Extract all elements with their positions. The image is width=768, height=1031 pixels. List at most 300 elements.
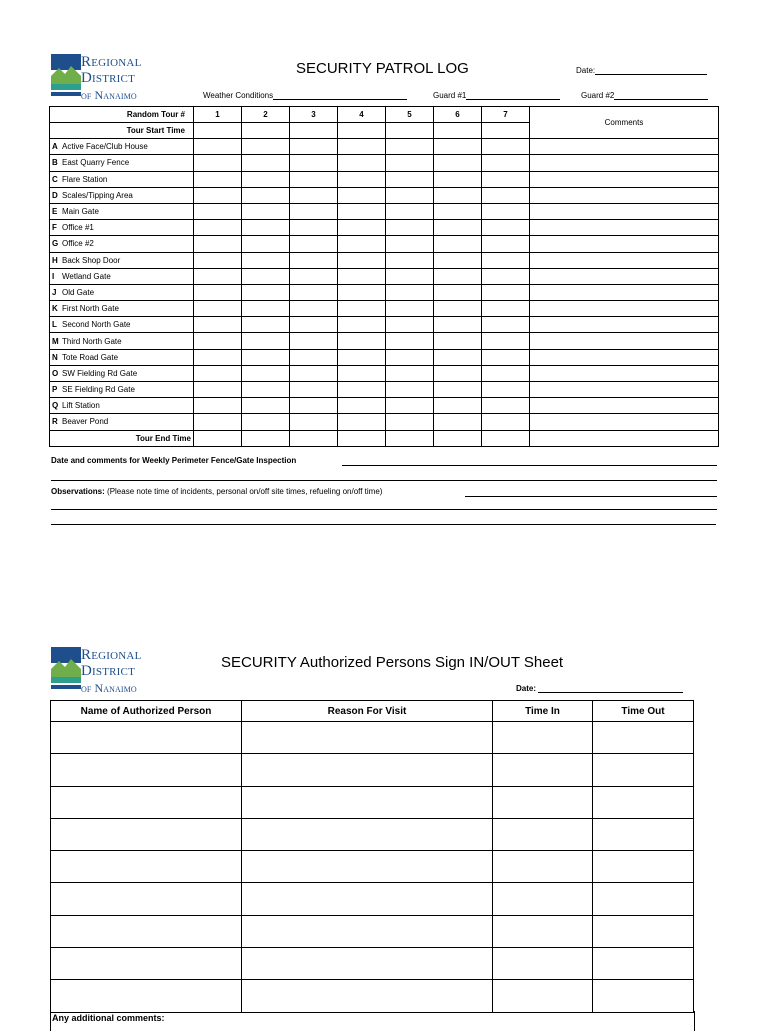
check-cell[interactable]	[290, 414, 338, 430]
patrol-log-table	[49, 106, 719, 447]
location-letter: B	[52, 158, 58, 168]
check-cell[interactable]	[482, 284, 530, 300]
check-cell[interactable]	[290, 333, 338, 349]
location-name: Active Face/Club House	[62, 142, 148, 152]
comment-cell[interactable]	[530, 220, 719, 236]
tour-start-cell[interactable]	[482, 123, 530, 139]
check-cell[interactable]	[482, 203, 530, 219]
check-cell[interactable]	[290, 236, 338, 252]
reason-cell[interactable]	[242, 754, 493, 786]
check-cell[interactable]	[386, 301, 434, 317]
location-name: Tote Road Gate	[62, 352, 119, 362]
comment-cell[interactable]	[530, 252, 719, 268]
check-cell[interactable]	[482, 187, 530, 203]
comment-cell[interactable]	[530, 382, 719, 398]
check-cell[interactable]	[338, 398, 386, 414]
signin-row	[51, 980, 694, 1012]
col-time-in-header: Time In	[493, 701, 593, 722]
name-cell[interactable]	[51, 786, 242, 818]
random-tour-label: Random Tour #	[50, 107, 194, 123]
location-row	[50, 171, 719, 187]
check-cell[interactable]	[194, 333, 242, 349]
check-cell[interactable]	[482, 382, 530, 398]
check-cell[interactable]	[290, 171, 338, 187]
check-cell[interactable]	[194, 236, 242, 252]
check-cell[interactable]	[386, 220, 434, 236]
patrol-date-field[interactable]	[576, 66, 707, 75]
check-cell[interactable]	[386, 349, 434, 365]
tour-end-cell[interactable]	[482, 430, 530, 446]
name-cell[interactable]	[51, 980, 242, 1012]
weekly-inspection-label: Date and comments for Weekly Perimeter Fence/Gate Inspection	[51, 456, 297, 465]
check-cell[interactable]	[338, 155, 386, 171]
tour-start-label: Tour Start Time	[50, 123, 194, 139]
check-cell[interactable]	[434, 155, 482, 171]
check-cell[interactable]	[434, 382, 482, 398]
check-cell[interactable]	[434, 349, 482, 365]
check-cell[interactable]	[386, 187, 434, 203]
check-cell[interactable]	[242, 317, 290, 333]
location-name: Beaver Pond	[62, 417, 109, 427]
location-name: Lift Station	[62, 401, 100, 411]
time-out-cell[interactable]	[593, 722, 694, 754]
signin-header-row	[51, 701, 694, 722]
location-label	[50, 171, 194, 187]
signin-row	[51, 754, 694, 786]
check-cell[interactable]	[482, 268, 530, 284]
location-row	[50, 155, 719, 171]
comments-header: Comments	[530, 107, 719, 139]
tour-end-cell[interactable]	[434, 430, 482, 446]
location-name: SW Fielding Rd Gate	[62, 368, 138, 378]
location-row	[50, 187, 719, 203]
check-cell[interactable]	[386, 236, 434, 252]
check-cell[interactable]	[194, 349, 242, 365]
rdn-logo-2	[51, 647, 161, 699]
check-cell[interactable]	[386, 398, 434, 414]
location-label	[50, 382, 194, 398]
check-cell[interactable]	[434, 139, 482, 155]
check-cell[interactable]	[386, 171, 434, 187]
col-reason-header: Reason For Visit	[242, 701, 493, 722]
check-cell[interactable]	[482, 220, 530, 236]
name-cell[interactable]	[51, 915, 242, 947]
location-row	[50, 398, 719, 414]
signin-row	[51, 883, 694, 915]
location-letter: Q	[52, 401, 59, 411]
tour-end-cell[interactable]	[290, 430, 338, 446]
location-row	[50, 139, 719, 155]
location-letter: H	[52, 255, 58, 265]
check-cell[interactable]	[338, 252, 386, 268]
comment-cell[interactable]	[530, 333, 719, 349]
signin-row	[51, 948, 694, 980]
location-name: Main Gate	[62, 207, 99, 217]
check-cell[interactable]	[338, 365, 386, 381]
comment-cell[interactable]	[530, 284, 719, 300]
check-cell[interactable]	[242, 284, 290, 300]
location-name: Office #2	[62, 239, 94, 249]
reason-cell[interactable]	[242, 915, 493, 947]
check-cell[interactable]	[242, 365, 290, 381]
location-row	[50, 203, 719, 219]
observations-field	[51, 487, 382, 496]
location-name: First North Gate	[62, 304, 119, 314]
location-letter: K	[52, 304, 58, 314]
check-cell[interactable]	[386, 252, 434, 268]
guard1-field[interactable]	[433, 91, 560, 100]
check-cell[interactable]	[242, 203, 290, 219]
comment-cell[interactable]	[530, 139, 719, 155]
rdn-logo-mark-2	[51, 647, 81, 693]
tour-number-header: 2	[242, 107, 290, 123]
name-cell[interactable]	[51, 851, 242, 883]
location-letter: C	[52, 174, 58, 184]
location-letter: O	[52, 368, 59, 378]
check-cell[interactable]	[482, 365, 530, 381]
location-label	[50, 349, 194, 365]
check-cell[interactable]	[338, 139, 386, 155]
signin-date-label: Date:	[516, 684, 537, 693]
check-cell[interactable]	[386, 268, 434, 284]
check-cell[interactable]	[338, 382, 386, 398]
name-cell[interactable]	[51, 818, 242, 850]
check-cell[interactable]	[386, 365, 434, 381]
check-cell[interactable]	[242, 398, 290, 414]
check-cell[interactable]	[290, 203, 338, 219]
location-letter: G	[52, 239, 59, 249]
time-in-cell[interactable]	[493, 915, 593, 947]
name-cell[interactable]	[51, 722, 242, 754]
time-in-cell[interactable]	[493, 818, 593, 850]
check-cell[interactable]	[482, 301, 530, 317]
check-cell[interactable]	[242, 414, 290, 430]
observations-line-3[interactable]	[51, 524, 716, 525]
signin-row	[51, 722, 694, 754]
location-row	[50, 284, 719, 300]
comment-cell[interactable]	[530, 430, 719, 446]
observations-line-2[interactable]	[51, 509, 717, 510]
logo-line-nanaimo: of Nanaimo	[81, 88, 137, 102]
check-cell[interactable]	[290, 284, 338, 300]
check-cell[interactable]	[386, 203, 434, 219]
check-cell[interactable]	[242, 349, 290, 365]
check-cell[interactable]	[194, 317, 242, 333]
tour-start-cell[interactable]	[194, 123, 242, 139]
comment-cell[interactable]	[530, 236, 719, 252]
location-label	[50, 398, 194, 414]
location-letter: M	[52, 336, 59, 346]
rdn-logo-mark	[51, 54, 81, 100]
check-cell[interactable]	[434, 333, 482, 349]
check-cell[interactable]	[242, 171, 290, 187]
location-name: Second North Gate	[62, 320, 131, 330]
check-cell[interactable]	[194, 220, 242, 236]
time-in-cell[interactable]	[493, 754, 593, 786]
check-cell[interactable]	[338, 220, 386, 236]
check-cell[interactable]	[434, 220, 482, 236]
comment-cell[interactable]	[530, 317, 719, 333]
comment-cell[interactable]	[530, 187, 719, 203]
check-cell[interactable]	[194, 398, 242, 414]
comment-cell[interactable]	[530, 171, 719, 187]
check-cell[interactable]	[242, 139, 290, 155]
check-cell[interactable]	[290, 155, 338, 171]
tour-start-cell[interactable]	[434, 123, 482, 139]
check-cell[interactable]	[482, 333, 530, 349]
time-in-cell[interactable]	[493, 786, 593, 818]
check-cell[interactable]	[386, 139, 434, 155]
time-out-cell[interactable]	[593, 915, 694, 947]
check-cell[interactable]	[242, 333, 290, 349]
location-label	[50, 139, 194, 155]
check-cell[interactable]	[194, 203, 242, 219]
time-in-cell[interactable]	[493, 980, 593, 1012]
check-cell[interactable]	[482, 252, 530, 268]
guard1-label: Guard #1	[433, 91, 467, 100]
time-out-cell[interactable]	[593, 883, 694, 915]
comment-cell[interactable]	[530, 349, 719, 365]
check-cell[interactable]	[434, 236, 482, 252]
time-in-cell[interactable]	[493, 722, 593, 754]
location-row	[50, 365, 719, 381]
check-cell[interactable]	[338, 187, 386, 203]
reason-cell[interactable]	[242, 786, 493, 818]
check-cell[interactable]	[338, 317, 386, 333]
check-cell[interactable]	[194, 365, 242, 381]
location-row	[50, 220, 719, 236]
check-cell[interactable]	[194, 301, 242, 317]
tour-number-header: 5	[386, 107, 434, 123]
tour-start-cell[interactable]	[338, 123, 386, 139]
tour-end-cell[interactable]	[194, 430, 242, 446]
signin-row	[51, 915, 694, 947]
signin-row	[51, 851, 694, 883]
check-cell[interactable]	[434, 187, 482, 203]
check-cell[interactable]	[482, 155, 530, 171]
time-out-cell[interactable]	[593, 851, 694, 883]
reason-cell[interactable]	[242, 883, 493, 915]
check-cell[interactable]	[194, 284, 242, 300]
check-cell[interactable]	[482, 349, 530, 365]
check-cell[interactable]	[194, 155, 242, 171]
additional-comments-box[interactable]	[50, 1011, 695, 1031]
weekly-inspection-line-2[interactable]	[51, 480, 717, 481]
check-cell[interactable]	[194, 187, 242, 203]
check-cell[interactable]	[434, 203, 482, 219]
check-cell[interactable]	[290, 382, 338, 398]
check-cell[interactable]	[194, 382, 242, 398]
location-name: Scales/Tipping Area	[62, 190, 133, 200]
comment-cell[interactable]	[530, 301, 719, 317]
check-cell[interactable]	[242, 268, 290, 284]
reason-cell[interactable]	[242, 980, 493, 1012]
check-cell[interactable]	[434, 301, 482, 317]
location-letter: P	[52, 385, 58, 395]
check-cell[interactable]	[242, 187, 290, 203]
col-time-out-header: Time Out	[593, 701, 694, 722]
logo-line-district: District	[81, 70, 135, 86]
check-cell[interactable]	[338, 349, 386, 365]
check-cell[interactable]	[434, 171, 482, 187]
location-row	[50, 349, 719, 365]
check-cell[interactable]	[242, 252, 290, 268]
location-name: Third North Gate	[62, 336, 122, 346]
rdn-logo	[51, 54, 161, 106]
weather-conditions-field[interactable]	[203, 91, 407, 100]
check-cell[interactable]	[290, 252, 338, 268]
check-cell[interactable]	[482, 139, 530, 155]
check-cell[interactable]	[434, 398, 482, 414]
tour-number-header: 4	[338, 107, 386, 123]
time-in-cell[interactable]	[493, 948, 593, 980]
patrol-log-title: SECURITY PATROL LOG	[296, 60, 469, 77]
col-name-header: Name of Authorized Person	[51, 701, 242, 722]
name-cell[interactable]	[51, 948, 242, 980]
check-cell[interactable]	[386, 382, 434, 398]
tour-end-cell[interactable]	[338, 430, 386, 446]
location-label	[50, 252, 194, 268]
location-row	[50, 382, 719, 398]
check-cell[interactable]	[194, 252, 242, 268]
time-out-cell[interactable]	[593, 948, 694, 980]
check-cell[interactable]	[194, 414, 242, 430]
check-cell[interactable]	[338, 333, 386, 349]
check-cell[interactable]	[482, 317, 530, 333]
check-cell[interactable]	[290, 268, 338, 284]
reason-cell[interactable]	[242, 948, 493, 980]
check-cell[interactable]	[482, 414, 530, 430]
tour-number-header: 6	[434, 107, 482, 123]
check-cell[interactable]	[290, 398, 338, 414]
patrol-header-row	[50, 107, 719, 123]
location-row	[50, 236, 719, 252]
check-cell[interactable]	[338, 284, 386, 300]
time-in-cell[interactable]	[493, 851, 593, 883]
check-cell[interactable]	[434, 414, 482, 430]
check-cell[interactable]	[338, 171, 386, 187]
check-cell[interactable]	[386, 155, 434, 171]
check-cell[interactable]	[386, 317, 434, 333]
location-name: Old Gate	[62, 287, 95, 297]
check-cell[interactable]	[434, 317, 482, 333]
check-cell[interactable]	[290, 317, 338, 333]
check-cell[interactable]	[386, 333, 434, 349]
tour-end-cell[interactable]	[242, 430, 290, 446]
location-letter: R	[52, 417, 58, 427]
comment-cell[interactable]	[530, 155, 719, 171]
check-cell[interactable]	[434, 252, 482, 268]
comment-cell[interactable]	[530, 398, 719, 414]
tour-end-row	[50, 430, 719, 446]
location-label	[50, 220, 194, 236]
tour-start-cell[interactable]	[290, 123, 338, 139]
check-cell[interactable]	[482, 171, 530, 187]
check-cell[interactable]	[290, 220, 338, 236]
signin-table	[50, 700, 694, 1013]
check-cell[interactable]	[290, 349, 338, 365]
signin-row	[51, 786, 694, 818]
time-out-cell[interactable]	[593, 786, 694, 818]
check-cell[interactable]	[386, 284, 434, 300]
logo-line-regional: Regional	[81, 54, 142, 70]
location-letter: A	[52, 142, 58, 152]
check-cell[interactable]	[338, 236, 386, 252]
location-label	[50, 268, 194, 284]
check-cell[interactable]	[242, 220, 290, 236]
location-letter: N	[52, 352, 58, 362]
location-label	[50, 155, 194, 171]
check-cell[interactable]	[194, 171, 242, 187]
check-cell[interactable]	[290, 187, 338, 203]
check-cell[interactable]	[338, 414, 386, 430]
observations-note: (Please note time of incidents, personal on/off site times, refueling on/off time)	[107, 487, 383, 496]
check-cell[interactable]	[194, 268, 242, 284]
location-letter: E	[52, 207, 58, 217]
location-row	[50, 414, 719, 430]
tour-end-cell[interactable]	[386, 430, 434, 446]
comment-cell[interactable]	[530, 268, 719, 284]
check-cell[interactable]	[242, 301, 290, 317]
additional-comments-label: Any additional comments:	[52, 1013, 165, 1023]
check-cell[interactable]	[290, 301, 338, 317]
time-in-cell[interactable]	[493, 883, 593, 915]
check-cell[interactable]	[482, 398, 530, 414]
check-cell[interactable]	[338, 268, 386, 284]
tour-start-cell[interactable]	[386, 123, 434, 139]
check-cell[interactable]	[242, 236, 290, 252]
check-cell[interactable]	[482, 236, 530, 252]
location-letter: L	[52, 320, 57, 330]
weekly-inspection-line[interactable]	[342, 465, 717, 466]
location-row	[50, 268, 719, 284]
guard2-field[interactable]	[581, 91, 708, 100]
location-row	[50, 252, 719, 268]
check-cell[interactable]	[434, 284, 482, 300]
check-cell[interactable]	[434, 268, 482, 284]
location-name: Wetland Gate	[62, 271, 111, 281]
check-cell[interactable]	[338, 203, 386, 219]
signin-date-field[interactable]	[516, 684, 683, 693]
reason-cell[interactable]	[242, 851, 493, 883]
check-cell[interactable]	[386, 414, 434, 430]
location-name: Back Shop Door	[62, 255, 121, 265]
logo2-line-nanaimo: of Nanaimo	[81, 681, 137, 695]
time-out-cell[interactable]	[593, 754, 694, 786]
check-cell[interactable]	[290, 139, 338, 155]
name-cell[interactable]	[51, 883, 242, 915]
tour-number-header: 7	[482, 107, 530, 123]
comment-cell[interactable]	[530, 203, 719, 219]
reason-cell[interactable]	[242, 818, 493, 850]
check-cell[interactable]	[242, 382, 290, 398]
observations-line-1[interactable]	[465, 496, 717, 497]
name-cell[interactable]	[51, 754, 242, 786]
reason-cell[interactable]	[242, 722, 493, 754]
check-cell[interactable]	[242, 155, 290, 171]
comment-cell[interactable]	[530, 414, 719, 430]
check-cell[interactable]	[434, 365, 482, 381]
tour-start-cell[interactable]	[242, 123, 290, 139]
location-name: East Quarry Fence	[62, 158, 130, 168]
weather-conditions-label: Weather Conditions	[203, 91, 274, 100]
check-cell[interactable]	[290, 365, 338, 381]
check-cell[interactable]	[194, 139, 242, 155]
check-cell[interactable]	[338, 301, 386, 317]
comment-cell[interactable]	[530, 365, 719, 381]
time-out-cell[interactable]	[593, 980, 694, 1012]
time-out-cell[interactable]	[593, 818, 694, 850]
